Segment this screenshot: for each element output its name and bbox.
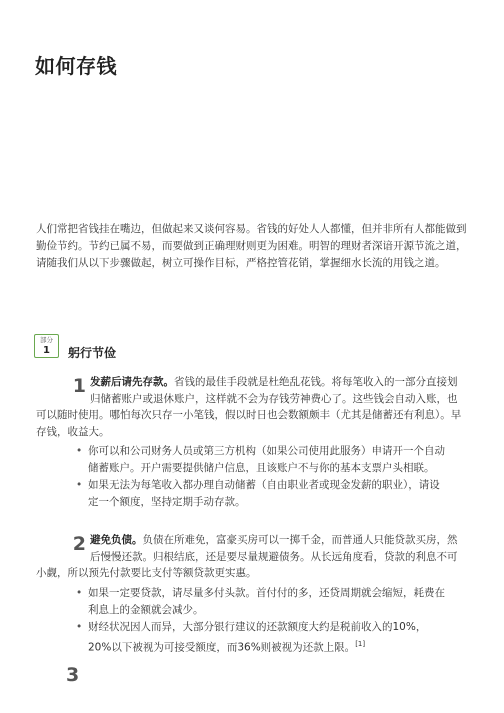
step-lead: 避免负债。 bbox=[90, 534, 143, 546]
part-title: 躬行节俭 bbox=[68, 346, 117, 360]
list-item bbox=[76, 619, 446, 656]
step-2 bbox=[36, 532, 466, 582]
step-3-number: 3 bbox=[66, 664, 80, 686]
part-badge-label: 部分 bbox=[40, 336, 53, 344]
step-number: 2 bbox=[72, 533, 86, 555]
list-item: • 你可以和公司财务人员或第三方机构（如果公司使用此服务）申请开一个自动储蓄账户。开户需要提供储户信息，且该账户不与你的基本支票户头相联。 bbox=[76, 443, 446, 476]
step-1-bullets bbox=[76, 443, 446, 511]
intro-paragraph: 人们常把省钱挂在嘴边，但做起来又谈何容易。省钱的好处人人都懂，但并非所有人都能做到勤俭节约。节约已属不易，而要做到正确理财则更为困难。明智的理财者深谙开源节流之道，请随我们从以下步骤做起，树立可操作目标，严格控管花销，掌握细水长流的用钱之道。 bbox=[36, 223, 467, 269]
part-badge bbox=[34, 334, 59, 358]
list-item: • 如果一定要贷款，请尽量多付头款。首付付的多，还贷周期就会缩短，耗费在利息上的金额就会减少。 bbox=[76, 585, 446, 618]
footnote-link[interactable]: [1] bbox=[355, 639, 366, 648]
step-text: 省钱的最佳手段就是杜绝乱花钱。将每笔收入的一部分直接划归储蓄账户或退休账户，这样就不会为存钱劳神费心了。这些钱会自动入账，也可以随时使用。哪怕每次只存一小笔钱，假以时日也会数额颇丰（尤其是储蓄还有利息）。早存钱，收益大。 bbox=[36, 376, 462, 438]
step-lead: 发薪后请先存款。 bbox=[90, 376, 174, 388]
page-title: 如何存钱 bbox=[35, 54, 117, 78]
list-item-text: 财经状况因人而异，大部分银行建议的还款额度大约是税前收入的10%，20%以下被视为可接受额度，而36%则被视为还款上限。 bbox=[88, 621, 427, 653]
step-2-bullets bbox=[76, 585, 446, 657]
part-badge-number: 1 bbox=[43, 345, 50, 356]
step-1 bbox=[36, 374, 466, 440]
step-number: 1 bbox=[72, 375, 86, 397]
list-item: • 如果无法为每笔收入都办理自动储蓄（自由职业者或现金发薪的职业），请设定一个额度，坚持定期手动存款。 bbox=[76, 477, 446, 510]
step-text: 负债在所难免，富豪买房可以一掷千金，而普通人只能贷款买房，然后慢慢还款。归根结底，还是要尽量规避债务。从长远角度看，贷款的利息不可小觑，所以预先付款要比支付等额贷款更实惠。 bbox=[36, 534, 458, 579]
